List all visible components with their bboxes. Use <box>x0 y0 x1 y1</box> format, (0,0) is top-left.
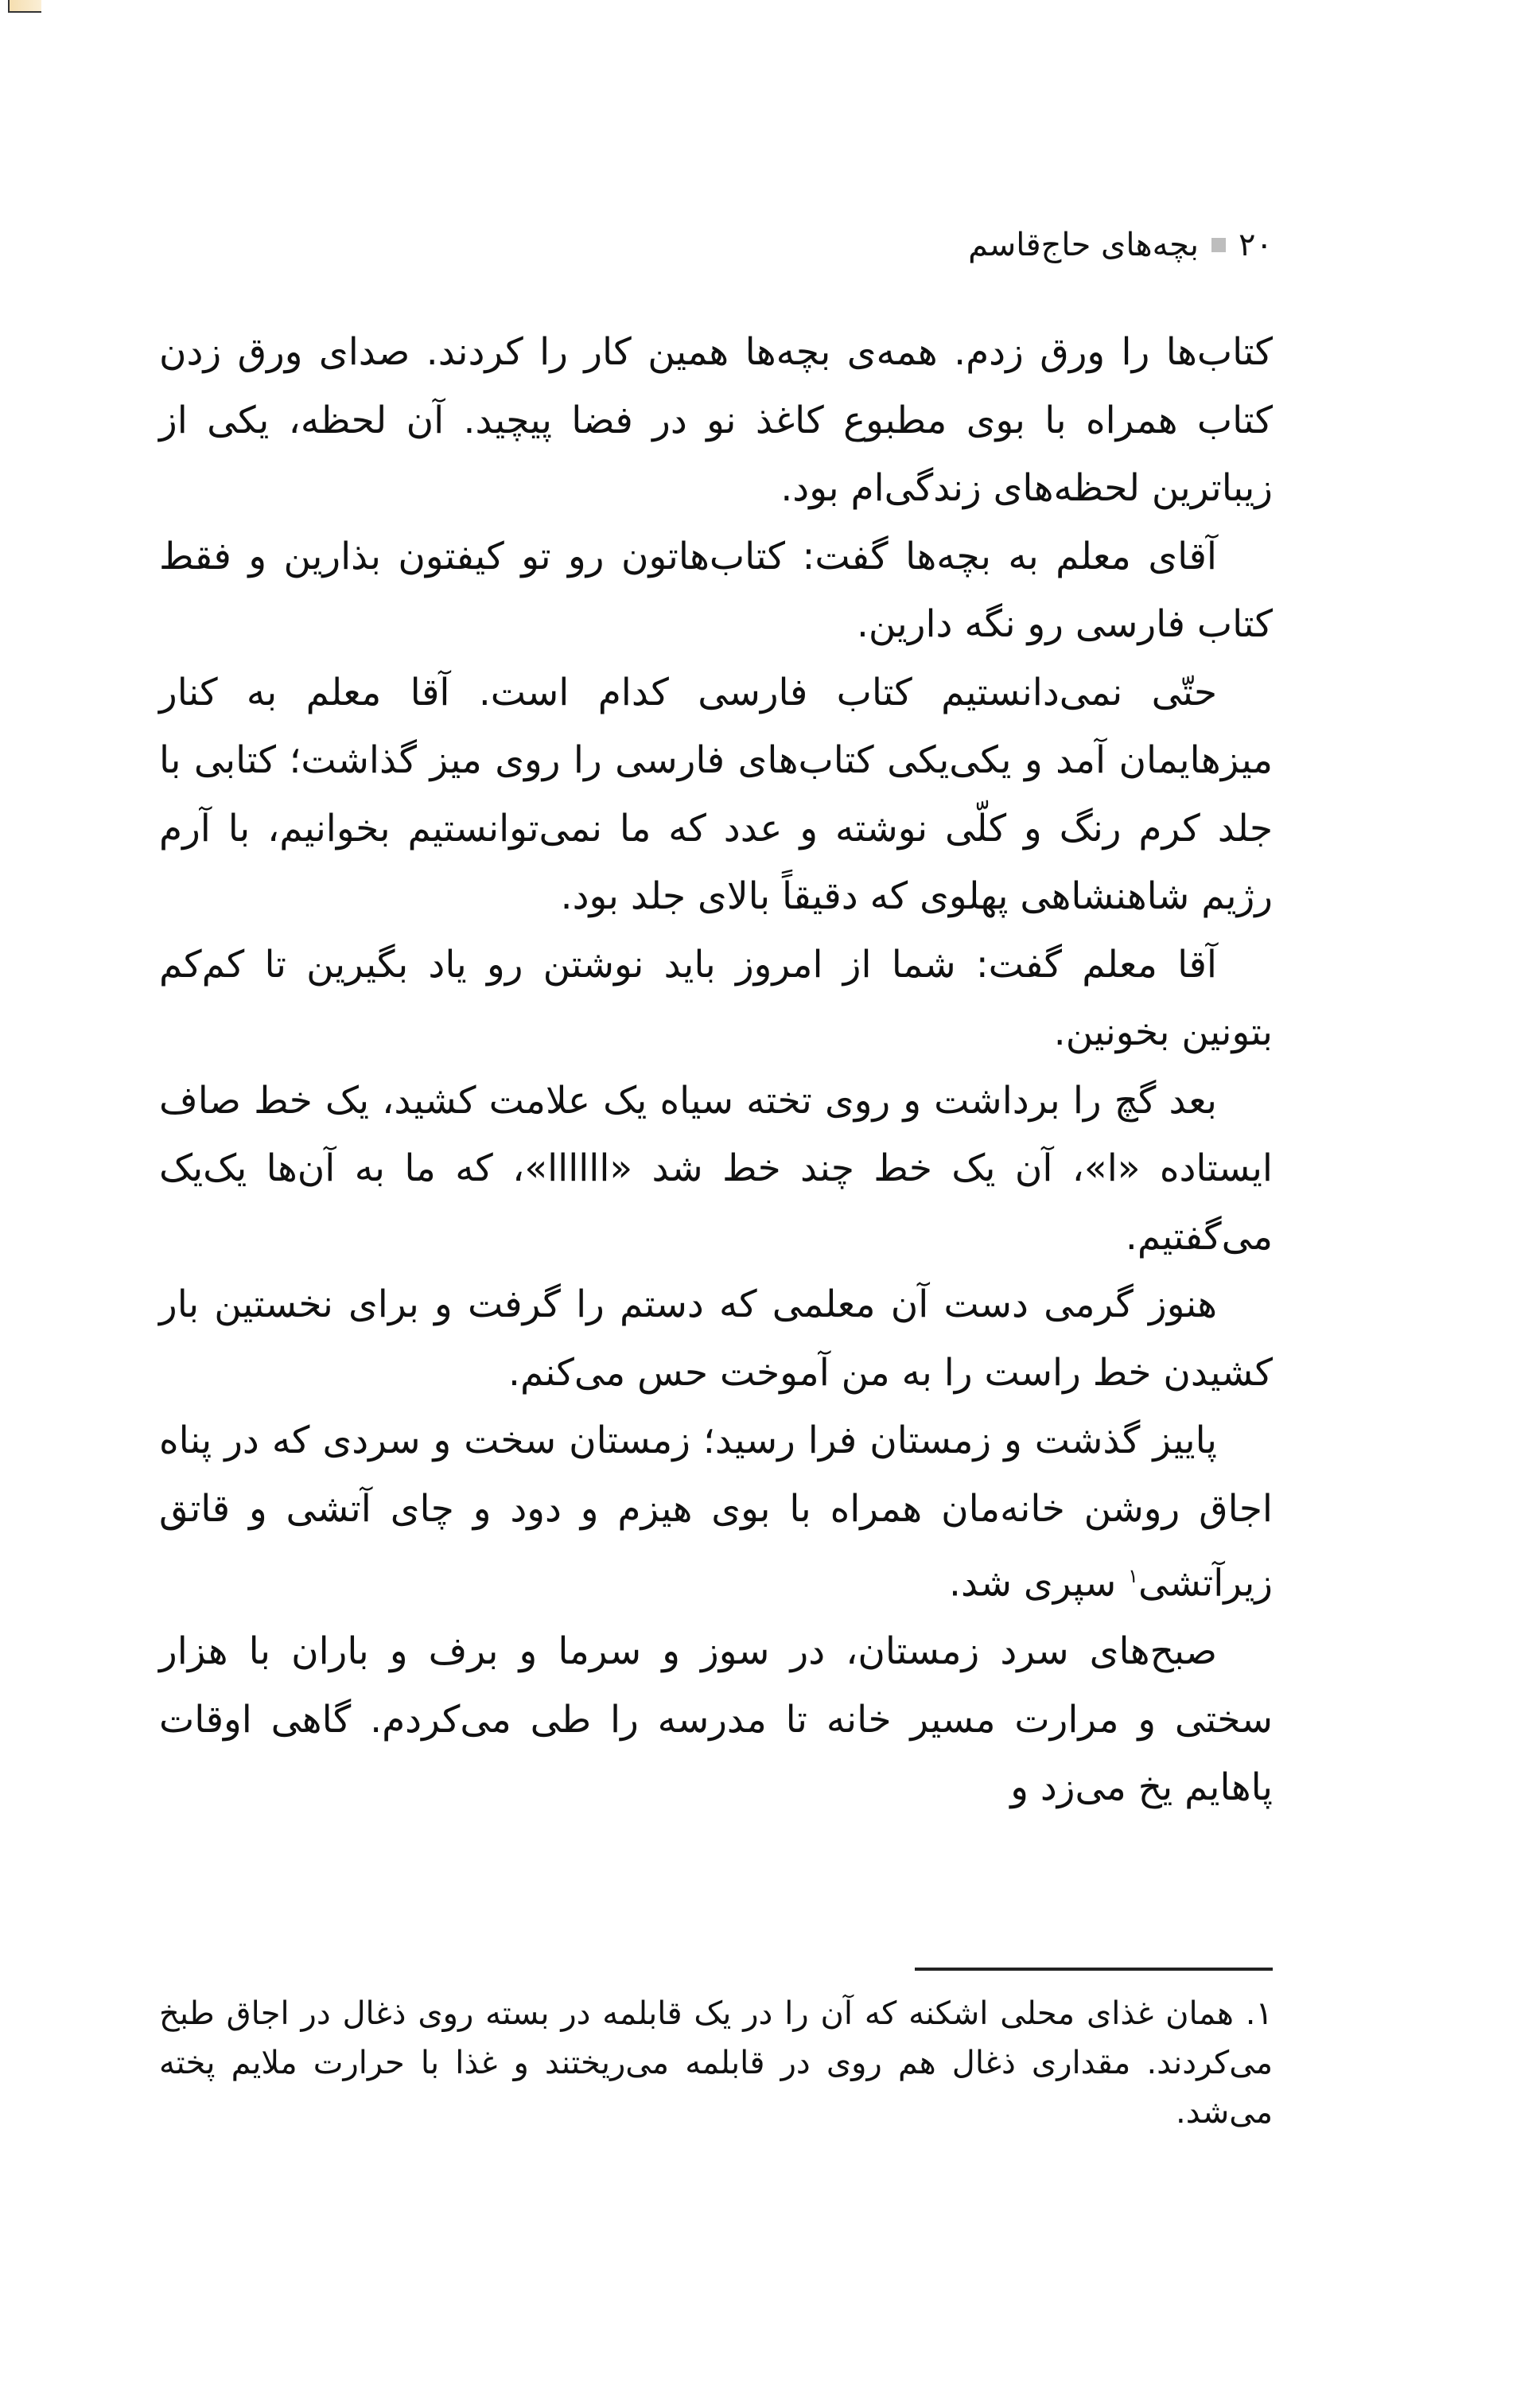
paragraph: صبح‌های سرد زمستان، در سوز و سرما و برف و باران با هزار سختی و مرارت مسیر خانه تا مدرسه را طی می‌کردم. گاهی اوقات پاهایم یخ می‌زد و <box>159 1629 1273 1810</box>
page-number: ۲۰ <box>1239 227 1273 263</box>
book-title: بچه‌های حاج‌قاسم <box>968 227 1200 263</box>
footnote-divider <box>915 1968 1273 1971</box>
paragraph: آقا معلم گفت: شما از امروز باید نوشتن رو یاد بگیرین تا کم‌کم بتونین بخونین. <box>159 942 1273 1054</box>
body-text <box>159 318 1273 1822</box>
paragraph <box>159 1407 1273 1617</box>
footnote-marker: ۱. <box>1245 1995 1273 2032</box>
paragraph: کتاب‌ها را ورق زدم. همه‌ی بچه‌ها همین کار را کردند. صدای ورق زدن کتاب همراه با بوی مطبوع کاغذ نو در فضا پیچید. آن لحظه، یکی از زیباترین لحظه‌های زندگی‌ام بود. <box>159 330 1273 510</box>
paragraph-tail: سپری شد. <box>949 1561 1129 1606</box>
scan-corner-mark <box>8 0 41 13</box>
square-ornament-icon <box>1211 238 1226 252</box>
paragraph: آقای معلم به بچه‌ها گفت: کتاب‌هاتون رو تو کیفتون بذارین و فقط کتاب فارسی رو نگه دارین. <box>159 534 1273 646</box>
footnote <box>159 1989 1273 2137</box>
paragraph: حتّی نمی‌دانستیم کتاب فارسی کدام است. آقا معلم به کنار میزهایمان آمد و یکی‌یکی کتاب‌های فارسی را روی میز گذاشت؛ کتابی با جلد کرم رنگ و کلّی نوشته و عدد که ما نمی‌توانستیم بخوانیم، با آرم رژیم شاهنشاهی پهلوی که دقیقاً بالای جلد بود. <box>159 670 1273 918</box>
paragraph-text: پاییز گذشت و زمستان فرا رسید؛ زمستان سخت و سردی که در پناه اجاق روشن خانه‌مان همراه با بوی هیزم و دود و چای آتشی و قاتق زیرآتشی <box>159 1419 1273 1606</box>
footnote-text: همان غذای محلی اشکنه که آن را در یک قابلمه در بسته روی ذغال در اجاق طبخ می‌کردند. مقداری ذغال هم روی در قابلمه می‌ریختند و غذا با حرارت ملایم پخته می‌شد. <box>159 1995 1273 2131</box>
paragraph: هنوز گرمی دست آن معلمی که دستم را گرفت و برای نخستین بار کشیدن خط راست را به من آموخت حس می‌کنم. <box>159 1283 1273 1395</box>
running-head <box>968 227 1273 263</box>
book-page <box>159 0 1273 2390</box>
paragraph: بعد گچ را برداشت و روی تخته سیاه یک علامت کشید، یک خط صاف ایستاده «ا»، آن یک خط چند خط شد «اااااا»، که ما به آن‌ها یک‌یک می‌گفتیم. <box>159 1078 1273 1259</box>
footnote-reference[interactable]: ۱ <box>1128 1565 1139 1587</box>
